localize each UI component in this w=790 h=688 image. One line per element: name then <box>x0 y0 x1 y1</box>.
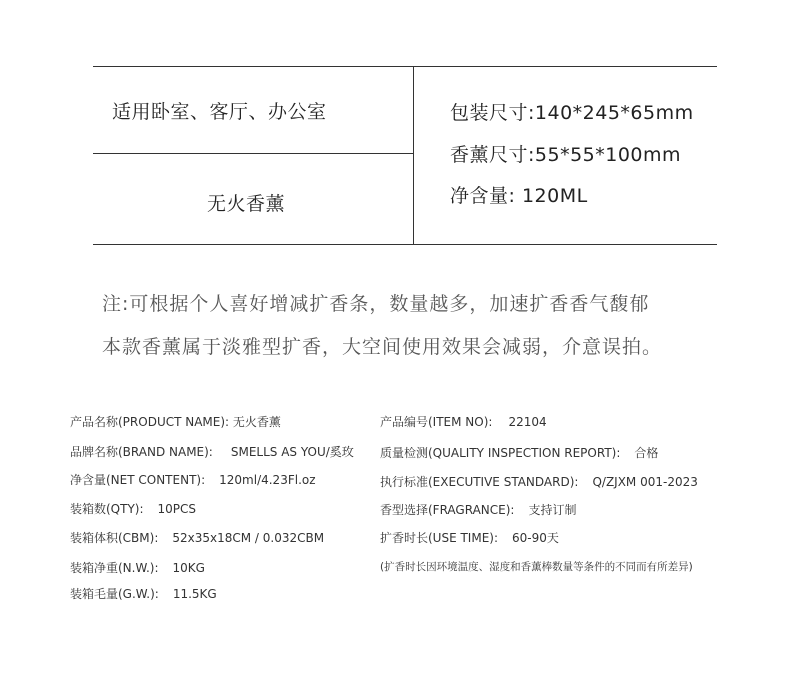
detail-net-weight <box>70 559 205 576</box>
detail-label: 扩香时长(USE TIME): <box>380 531 499 545</box>
detail-label: 产品名称(PRODUCT NAME): 无火香薰 <box>70 415 281 429</box>
detail-fragrance <box>380 501 576 518</box>
detail-label: 装箱体积(CBM): <box>70 531 159 545</box>
table-left-row-divider <box>93 153 414 154</box>
detail-label: 品牌名称(BRAND NAME): <box>70 445 213 459</box>
detail-value: 22104 <box>508 415 547 429</box>
table-bottom-border <box>93 244 717 245</box>
detail-footnote: (扩香时长因环境温度、湿度和香薰棒数量等条件的不同而有所差异) <box>380 561 693 573</box>
detail-product-name <box>70 413 281 430</box>
detail-value: Q/ZJXM 001-2023 <box>592 475 698 489</box>
detail-value: 120ml/4.23Fl.oz <box>219 473 316 487</box>
detail-label: 装箱数(QTY): <box>70 502 144 516</box>
note-line-2: 本款香薰属于淡雅型扩香，大空间使用效果会减弱，介意误拍。 <box>102 336 663 358</box>
table-top-border <box>93 66 717 67</box>
detail-label: 净含量(NET CONTENT): <box>70 473 206 487</box>
detail-value: 11.5KG <box>172 587 217 601</box>
detail-executive-standard <box>380 473 698 490</box>
table-column-divider <box>413 66 414 245</box>
detail-label: 质量检测(QUALITY INSPECTION REPORT): <box>380 446 621 460</box>
detail-value: 合格 <box>634 446 659 460</box>
detail-value: 60-90天 <box>512 531 559 545</box>
detail-qty <box>70 500 196 517</box>
net-content: 净含量: 120ML <box>450 185 588 207</box>
detail-item-no <box>380 413 547 430</box>
detail-use-time <box>380 529 559 546</box>
detail-label: 装箱毛量(G.W.): <box>70 587 159 601</box>
detail-label: 装箱净重(N.W.): <box>70 561 159 575</box>
detail-value: 10PCS <box>157 502 197 516</box>
detail-value: SMELLS AS YOU/奚玫 <box>230 445 354 459</box>
detail-label: 香型选择(FRAGRANCE): <box>380 503 515 517</box>
detail-quality-inspection <box>380 444 658 461</box>
cell-suitable-rooms: 适用卧室、客厅、办公室 <box>112 101 327 123</box>
package-size: 包装尺寸:140*245*65mm <box>450 102 694 124</box>
note-line-1: 注:可根据个人喜好增减扩香条，数量越多，加速扩香香气馥郁 <box>102 293 650 315</box>
detail-net-content <box>70 471 316 488</box>
detail-cbm <box>70 529 324 546</box>
detail-value: 支持订制 <box>528 503 577 517</box>
item-size: 香薰尺寸:55*55*100mm <box>450 144 682 166</box>
detail-label: 执行标准(EXECUTIVE STANDARD): <box>380 475 579 489</box>
detail-label: 产品编号(ITEM NO): <box>380 415 493 429</box>
detail-brand-name <box>70 443 354 460</box>
cell-product-type: 无火香薰 <box>207 193 286 215</box>
detail-value: 10KG <box>172 561 205 575</box>
detail-value: 52x35x18CM / 0.032CBM <box>172 531 325 545</box>
detail-gross-weight <box>70 585 217 602</box>
